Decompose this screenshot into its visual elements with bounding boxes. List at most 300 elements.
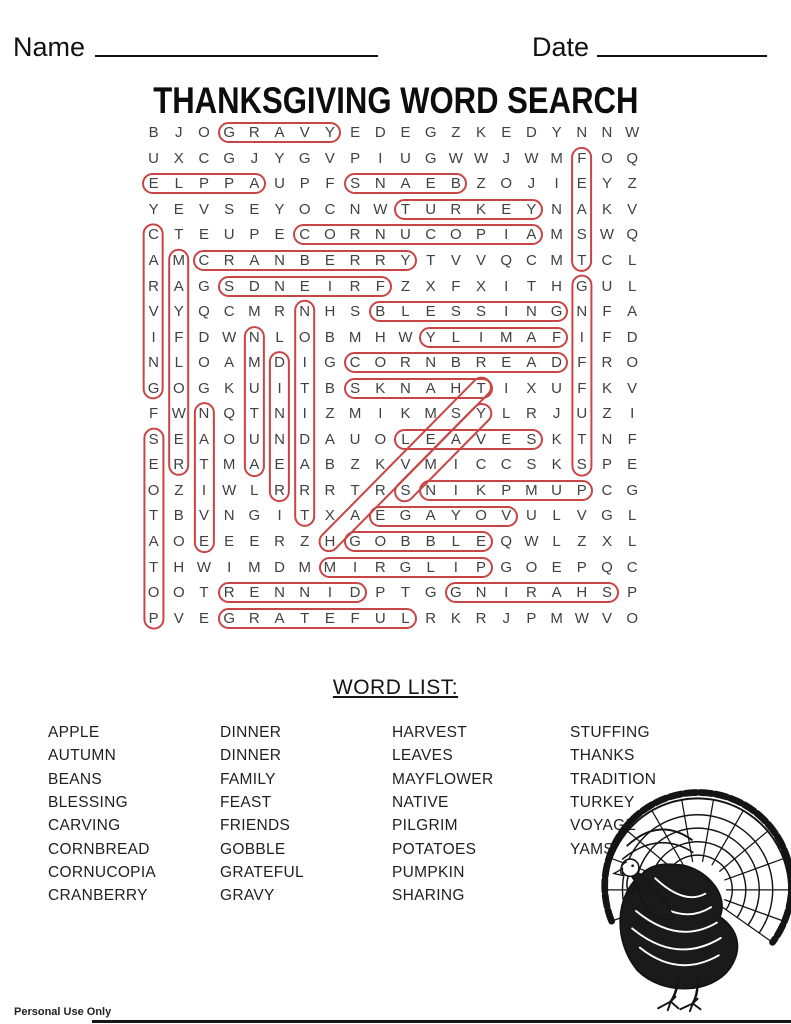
grid-cell: T (400, 584, 411, 602)
grid-cell: G (248, 507, 261, 525)
grid-cell: R (148, 277, 160, 295)
word-list-heading-wrap (0, 676, 791, 700)
grid-cell: R (324, 481, 336, 499)
date-blank-line (597, 55, 767, 57)
grid-cell: A (148, 533, 159, 551)
grid-cell: E (501, 200, 512, 218)
grid-cell: R (450, 200, 462, 218)
word-list-item: SHARING (392, 887, 465, 905)
grid-cell: R (349, 277, 361, 295)
grid-cell: D (274, 558, 285, 576)
grid-cell: M (248, 558, 261, 576)
grid-cell: P (501, 481, 512, 499)
grid-cell: Z (602, 405, 612, 423)
grid-cell: T (400, 200, 411, 218)
word-list-item: LEAVES (392, 747, 453, 765)
grid-cell: V (476, 430, 487, 448)
word-list-heading: WORD LIST: (332, 676, 459, 699)
word-list-item: CARVING (48, 817, 121, 835)
grid-cell: I (453, 558, 458, 576)
grid-cell: L (174, 354, 183, 372)
grid-cell: O (626, 354, 638, 372)
grid-cell: D (551, 354, 563, 372)
grid-cell: E (299, 277, 310, 295)
grid-cell: G (223, 124, 235, 142)
word-list-item: BLESSING (48, 794, 128, 812)
grid-cell: O (601, 149, 613, 167)
grid-cell: V (627, 200, 638, 218)
grid-cell: O (450, 226, 462, 244)
grid-cell: C (626, 558, 638, 576)
grid-cell: E (501, 354, 512, 372)
grid-cell: I (227, 558, 232, 576)
grid-cell: V (324, 149, 335, 167)
grid-cell: M (348, 328, 362, 346)
grid-cell: O (147, 584, 160, 602)
grid-cell: H (173, 558, 185, 576)
grid-cell: A (299, 456, 310, 474)
grid-cell: I (327, 584, 332, 602)
grid-cell: Z (174, 481, 184, 499)
grid-cell: F (602, 328, 612, 346)
grid-cell: K (375, 456, 386, 474)
grid-cell: G (147, 379, 160, 397)
grid-cell: H (324, 303, 336, 321)
grid-cell: L (174, 175, 183, 193)
grid-cell: T (199, 456, 209, 474)
name-blank-line (95, 55, 378, 57)
grid-cell: V (501, 507, 512, 525)
grid-cell: I (453, 481, 458, 499)
grid-cell: I (579, 328, 584, 346)
grid-cell: F (577, 149, 587, 167)
grid-cell: G (550, 303, 563, 321)
grid-cell: X (425, 277, 436, 295)
grid-cell: P (627, 584, 638, 602)
word-list-item: BEANS (48, 770, 103, 788)
grid-cell: M (424, 456, 437, 474)
grid-cell: U (223, 226, 235, 244)
grid-cell: M (550, 226, 563, 244)
grid-cell: A (224, 354, 235, 372)
grid-cell: Y (324, 124, 335, 142)
turkey-illustration (584, 783, 791, 1015)
grid-cell: Y (450, 507, 461, 525)
grid-cell: E (198, 226, 209, 244)
grid-cell: O (298, 200, 311, 218)
grid-cell: E (375, 507, 386, 525)
grid-cell: L (627, 533, 637, 551)
grid-cell: B (324, 328, 335, 346)
grid-cell: F (627, 430, 637, 448)
grid-cell: R (425, 609, 437, 627)
grid-cell: S (450, 405, 461, 423)
grid-cell: Q (601, 558, 613, 576)
grid-cell: Y (274, 200, 285, 218)
grid-cell: A (198, 430, 209, 448)
grid-cell: R (374, 252, 386, 269)
grid-cell: P (375, 584, 386, 602)
grid-cell: P (148, 609, 159, 627)
grid-cell: E (249, 533, 260, 551)
grid-cell: T (300, 379, 310, 397)
grid-cell: L (451, 328, 461, 346)
grid-cell: X (601, 533, 612, 551)
word-list-item: POTATOES (392, 840, 477, 858)
grid-cell: T (426, 252, 436, 269)
grid-cell: N (576, 303, 588, 321)
grid-cell: O (298, 328, 311, 346)
grid-cell: U (148, 149, 160, 167)
letter-grid (141, 120, 645, 631)
grid-cell: M (550, 252, 563, 269)
grid-cell: A (627, 303, 638, 321)
grid-cell: S (350, 379, 361, 397)
grid-cell: E (501, 430, 512, 448)
grid-cell: M (550, 149, 563, 167)
grid-cell: F (577, 379, 587, 397)
grid-cell: D (274, 354, 285, 372)
grid-cell: C (601, 252, 613, 269)
grid-cell: T (149, 507, 159, 525)
grid-cell: E (324, 609, 335, 627)
grid-cell: A (274, 609, 285, 627)
grid-cell: I (353, 558, 358, 576)
grid-cell: P (249, 226, 260, 244)
grid-cell: U (349, 430, 361, 448)
grid-cell: E (148, 456, 159, 474)
word-list-item: GOBBLE (220, 840, 286, 858)
grid-cell: I (554, 175, 559, 193)
grid-cell: Y (601, 175, 612, 193)
grid-cell: N (576, 124, 588, 142)
grid-cell: T (476, 379, 486, 397)
grid-cell: L (426, 558, 435, 576)
grid-cell: B (400, 533, 411, 551)
word-list-item: CORNUCOPIA (48, 864, 157, 882)
grid-cell: H (374, 328, 386, 346)
grid-cell: R (374, 481, 386, 499)
grid-cell: Z (627, 175, 637, 193)
grid-cell: K (476, 124, 487, 142)
grid-cell: F (552, 328, 562, 346)
grid-cell: N (525, 303, 537, 321)
grid-cell: G (575, 277, 588, 295)
word-list-item: APPLE (48, 724, 100, 741)
grid-cell: I (630, 405, 635, 423)
grid-cell: G (424, 124, 437, 142)
grid-cell: M (323, 558, 337, 576)
grid-cell: I (504, 303, 509, 321)
grid-cell: W (599, 226, 615, 244)
word-list-item: FRIENDS (220, 817, 291, 835)
grid-cell: J (502, 609, 510, 627)
word-list-item: THANKS (570, 747, 635, 765)
word-list-item: DINNER (220, 724, 282, 741)
grid-cell: T (350, 481, 360, 499)
grid-cell: U (425, 200, 437, 218)
grid-cell: U (551, 481, 563, 499)
grid-cell: I (478, 328, 484, 346)
grid-cell: A (249, 175, 260, 193)
grid-cell: W (373, 200, 388, 218)
grid-cell: N (601, 124, 613, 142)
grid-cell: G (626, 481, 638, 499)
grid-cell: F (577, 354, 587, 372)
grid-cell: P (224, 175, 235, 193)
grid-cell: Z (577, 533, 587, 551)
grid-cell: T (249, 405, 259, 423)
grid-cell: I (327, 277, 332, 295)
grid-cell: C (198, 252, 210, 269)
grid-cell: N (349, 200, 361, 218)
grid-cell: S (526, 456, 537, 474)
grid-cell: O (172, 379, 185, 397)
grid-cell: R (274, 533, 285, 551)
grid-cell: E (551, 558, 562, 576)
grid-cell: U (400, 149, 411, 167)
grid-cell: Y (173, 303, 184, 321)
grid-cell: W (222, 328, 237, 346)
grid-cell: L (275, 328, 284, 346)
grid-cell: O (374, 430, 387, 448)
grid-cell: G (601, 507, 613, 525)
grid-cell: C (525, 252, 537, 269)
grid-cell: U (525, 507, 537, 525)
grid-cell: B (375, 303, 386, 321)
grid-cell: X (526, 379, 537, 397)
grid-cell: Y (526, 200, 537, 218)
grid-cell: W (196, 558, 212, 576)
grid-cell: Z (451, 124, 461, 142)
grid-cell: W (524, 149, 539, 167)
grid-cell: M (248, 303, 261, 321)
grid-cell: Z (400, 277, 411, 295)
grid-cell: J (552, 405, 561, 423)
grid-cell: A (274, 124, 285, 142)
grid-cell: P (576, 558, 587, 576)
grid-cell: I (378, 149, 383, 167)
grid-cell: A (425, 379, 436, 397)
grid-cell: V (198, 507, 209, 525)
grid-cell: A (551, 584, 562, 602)
grid-cell: H (551, 277, 563, 295)
word-list-item: GRATEFUL (220, 864, 304, 882)
grid-cell: G (349, 533, 361, 551)
grid-cell: R (525, 405, 537, 423)
grid-cell: G (298, 149, 311, 167)
grid-cell: G (324, 354, 336, 372)
grid-cell: K (551, 456, 562, 474)
grid-cell: O (374, 533, 387, 551)
grid-cell: U (248, 430, 260, 448)
grid-cell: R (349, 226, 361, 244)
grid-cell: K (601, 379, 612, 397)
grid-cell: Z (325, 405, 335, 423)
grid-cell: R (274, 481, 285, 499)
grid-cell: E (224, 533, 235, 551)
grid-cell: V (576, 507, 587, 525)
grid-cell: C (324, 200, 336, 218)
grid-cell: S (148, 430, 159, 448)
grid-cell: S (400, 481, 411, 499)
word-list-item: TURKEY (570, 794, 635, 812)
grid-cell: N (601, 430, 613, 448)
grid-cell: V (198, 200, 209, 218)
grid-cell: Y (476, 405, 487, 423)
grid-cell: C (148, 226, 160, 244)
grid-cell: A (450, 430, 461, 448)
grid-cell: E (173, 200, 184, 218)
grid-cell: N (198, 405, 210, 423)
grid-cell: F (149, 405, 159, 423)
grid-cell: O (172, 533, 185, 551)
grid-cell: N (299, 303, 311, 321)
grid-cell: E (198, 609, 209, 627)
grid-cell: T (577, 430, 587, 448)
grid-cell: B (450, 175, 461, 193)
grid-cell: G (399, 507, 412, 525)
grid-cell: N (425, 354, 437, 372)
grid-cell: J (175, 124, 183, 142)
grid-cell: V (476, 252, 487, 269)
title-wrap (0, 80, 791, 122)
grid-cell: C (601, 481, 613, 499)
grid-cell: M (248, 354, 261, 372)
word-list-item: FAMILY (220, 770, 276, 788)
grid-cell: L (552, 507, 561, 525)
grid-cell: R (173, 456, 185, 474)
grid-cell: A (324, 430, 335, 448)
grid-cell: W (222, 481, 237, 499)
grid-cell: L (250, 481, 259, 499)
grid-cell: G (500, 558, 513, 576)
grid-cell: O (223, 430, 235, 448)
bottom-edge-line (92, 1020, 791, 1023)
grid-cell: N (425, 481, 437, 499)
grid-cell: I (504, 379, 509, 397)
grid-cell: R (248, 124, 260, 142)
grid-cell: O (626, 609, 638, 627)
grid-cell: I (453, 456, 458, 474)
grid-cell: G (424, 584, 437, 602)
grid-cell: T (149, 558, 159, 576)
grid-cell: X (173, 149, 184, 167)
grid-cell: W (448, 149, 463, 167)
grid-cell: M (298, 558, 311, 576)
grid-cell: E (576, 175, 587, 193)
grid-cell: R (299, 481, 311, 499)
grid-cell: T (199, 584, 209, 602)
grid-cell: M (222, 456, 236, 474)
grid-cell: A (249, 456, 260, 474)
grid-cell: C (475, 456, 487, 474)
word-list-column-1 (48, 721, 156, 908)
grid-cell: G (424, 149, 437, 167)
grid-cell: W (473, 149, 489, 167)
grid-cell: L (627, 507, 637, 525)
grid-cell: Q (626, 149, 638, 167)
grid-cell: D (299, 430, 311, 448)
word-list-item: CORNBREAD (48, 840, 150, 858)
grid-cell: K (375, 379, 386, 397)
grid-cell: U (400, 226, 411, 244)
grid-cell: D (248, 277, 260, 295)
grid-cell: O (525, 558, 538, 576)
grid-cell: M (525, 481, 538, 499)
grid-cell: Q (223, 405, 235, 423)
word-search-grid (141, 120, 645, 631)
grid-cell: T (300, 609, 310, 627)
grid-cell: L (401, 303, 410, 321)
word-list-item: TRADITION (570, 770, 657, 788)
grid-cell: B (324, 456, 335, 474)
grid-cell: V (173, 609, 184, 627)
grid-cell: H (576, 584, 588, 602)
grid-cell: R (400, 354, 411, 372)
grid-cell: M (499, 328, 513, 346)
grid-cell: C (198, 149, 210, 167)
grid-cell: W (574, 609, 589, 627)
word-list-item: YAMS (570, 840, 614, 858)
grid-cell: R (223, 584, 235, 602)
grid-cell: Z (300, 533, 310, 551)
grid-cell: E (198, 533, 209, 551)
grid-cell: N (274, 252, 285, 269)
grid-cell: A (526, 354, 537, 372)
grid-cell: J (250, 149, 259, 167)
word-list-item: PUMPKIN (392, 864, 465, 882)
grid-cell: R (475, 354, 487, 372)
grid-cell: I (151, 328, 156, 346)
grid-cell: G (450, 584, 462, 602)
grid-cell: F (451, 277, 461, 295)
grid-cell: H (324, 533, 336, 551)
grid-cell: G (223, 149, 235, 167)
grid-cell: F (602, 303, 612, 321)
grid-cell: Y (148, 200, 159, 218)
grid-cell: R (349, 252, 361, 269)
grid-cell: A (350, 507, 361, 525)
grid-cell: I (201, 481, 207, 499)
grid-cell: O (172, 584, 185, 602)
grid-cell: B (450, 354, 461, 372)
grid-cell: V (601, 609, 612, 627)
grid-cell: P (299, 175, 310, 193)
grid-cell: P (198, 175, 209, 193)
grid-cell: K (601, 200, 612, 218)
grid-cell: C (500, 456, 512, 474)
grid-cell: O (324, 226, 336, 244)
grid-cell: Q (198, 303, 210, 321)
grid-cell: G (198, 379, 210, 397)
grid-cell: R (274, 303, 285, 321)
grid-cell: N (551, 200, 563, 218)
grid-cell: E (400, 124, 411, 142)
word-list-item: CRANBERRY (48, 887, 148, 905)
date-label: Date (532, 32, 590, 62)
grid-cell: R (475, 609, 487, 627)
grid-cell: B (299, 252, 310, 269)
grid-cell: O (475, 507, 487, 525)
word-list-item: GRAVY (220, 887, 275, 905)
grid-cell: K (400, 405, 411, 423)
word-list-item: PILGRIM (392, 817, 458, 835)
grid-cell: F (325, 175, 335, 193)
grid-cell: N (374, 175, 386, 193)
grid-cell: K (450, 609, 461, 627)
grid-cell: F (375, 277, 385, 295)
